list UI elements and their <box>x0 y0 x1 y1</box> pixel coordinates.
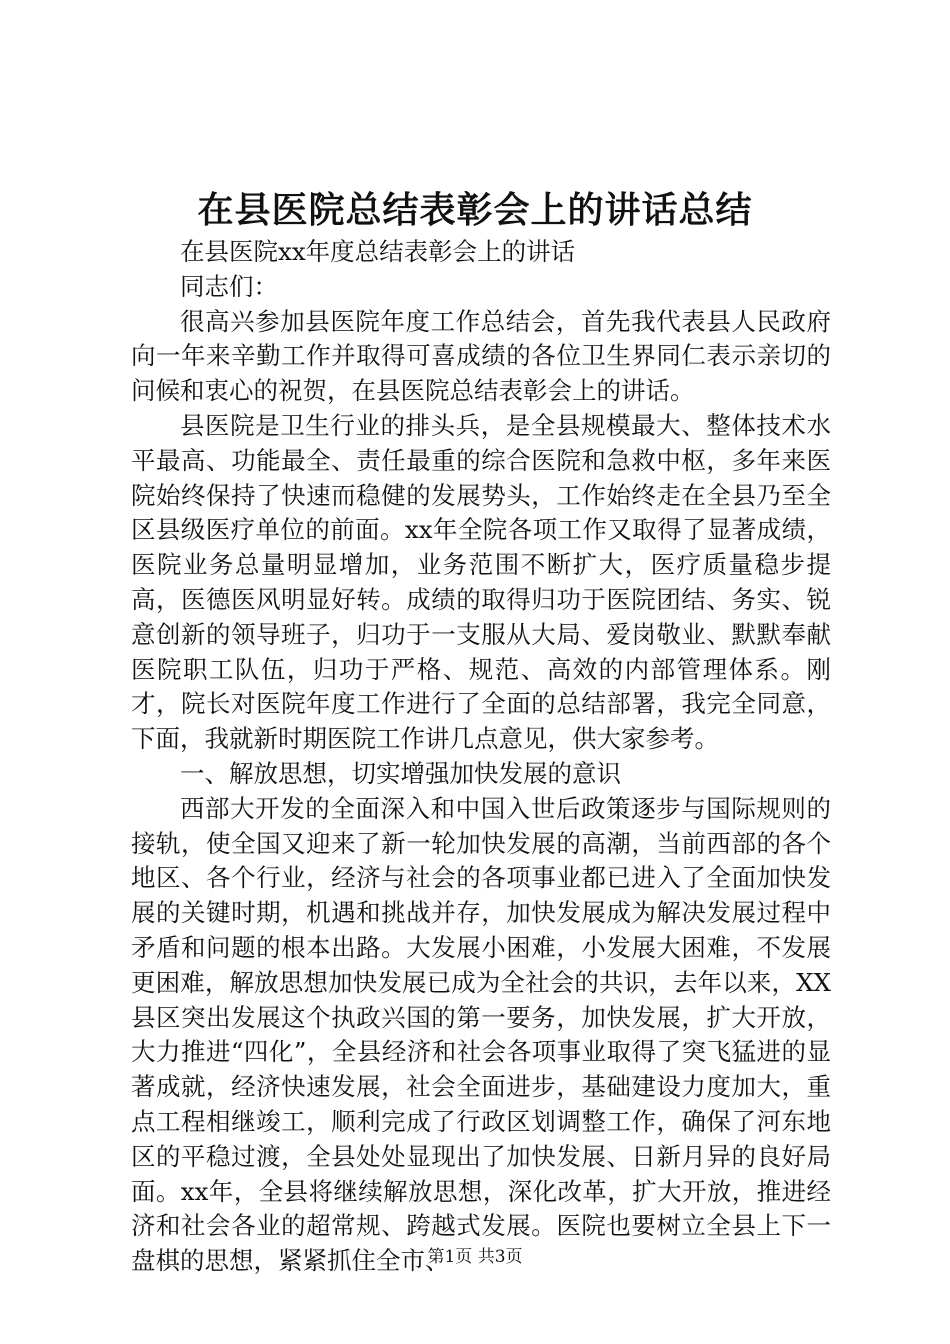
section-heading: 一、解放思想，切实增强加快发展的意识 <box>180 758 621 788</box>
document-body <box>131 235 831 1279</box>
paragraph: 在县医院xx年度总结表彰会上的讲话 <box>180 237 576 266</box>
paragraph: 同志们： <box>180 271 278 301</box>
document-title: 在县医院总结表彰会上的讲话总结 <box>197 189 753 231</box>
paragraph: 很高兴参加县医院年度工作总结会，首先我代表县人民政府向一年来辛勤工作并取得可喜成绩的各位卫生界同仁表示亲切的问候和衷心的祝贺，在县医院总结表彰会上的讲话。 <box>131 306 831 406</box>
paragraph: 西部大开发的全面深入和中国入世后政策逐步与国际规则的接轨，使全国又迎来了新一轮加快发展的高潮，当前西部的各个地区、各个行业，经济与社会的各项事业都已进入了全面加快发展的关键时期，机遇和挑战并存，加快发展成为解决发展过程中矛盾和问题的根本出路。大发展小困难，小发展大困难，不发展更困难，解放思想加快发展已成为全社会的共识，去年以来，XX县区突出发展这个执政兴国的第一要务，加快发展，扩大开放，大力推进“四化”，全县经济和社会各项事业取得了突飞猛进的显著成就，经济快速发展，社会全面进步，基础建设力度加大，重点工程相继竣工，顺利完成了行政区划调整工作，确保了河东地区的平稳过渡，全县处处显现出了加快发展、日新月异的良好局面。xx年，全县将继续解放思想，深化改革，扩大开放，推进经济和社会各业的超常规、跨越式发展。医院也要树立全县上下一盘棋的思想，紧紧抓住全市、 <box>131 793 831 1276</box>
paragraph: 县医院是卫生行业的排头兵，是全县规模最大、整体技术水平最高、功能最全、责任最重的综合医院和急救中枢，多年来医院始终保持了快速而稳健的发展势头，工作始终走在全县乃至全区县级医疗单位的前面。xx年全院各项工作又取得了显著成绩，医院业务总量明显增加，业务范围不断扩大，医疗质量稳步提高，医德医风明显好转。成绩的取得归功于医院团结、务实、锐意创新的领导班子，归功于一支服从大局、爱岗敬业、默默奉献医院职工队伍，归功于严格、规范、高效的内部管理体系。刚才，院长对医院年度工作进行了全面的总结部署，我完全同意，下面，我就新时期医院工作讲几点意见，供大家参考。 <box>131 410 831 754</box>
page-number-footer: 第1页 共3页 <box>427 1247 523 1267</box>
